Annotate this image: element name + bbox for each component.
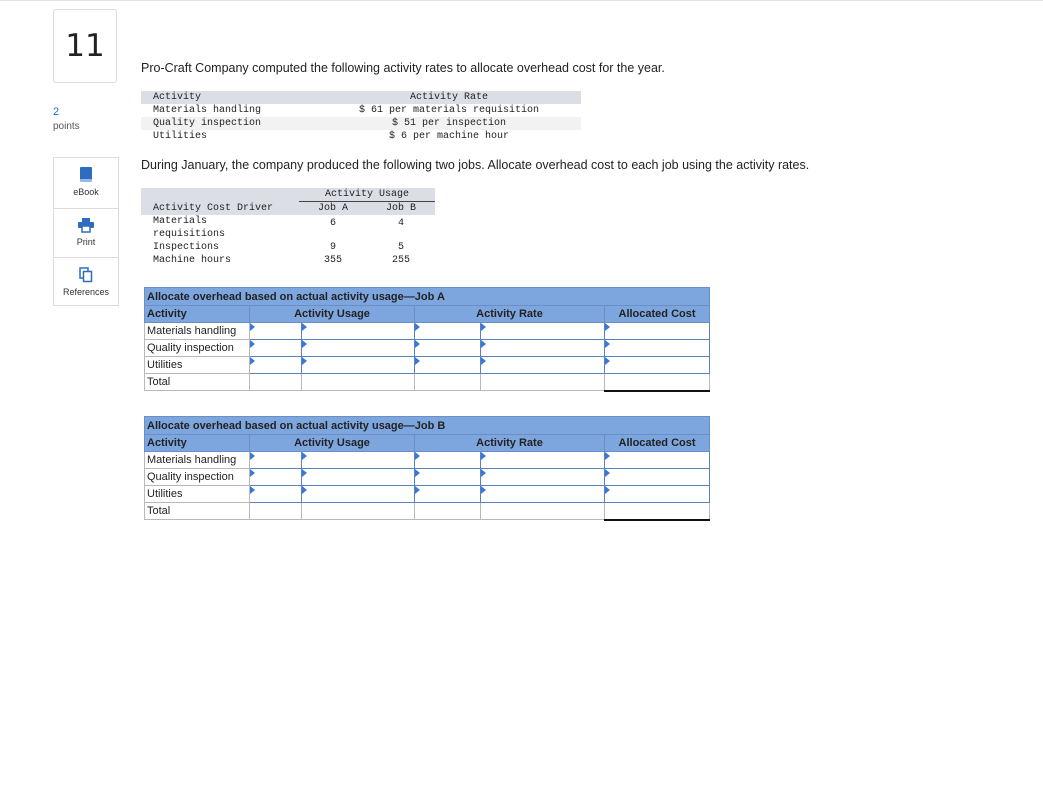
- rates-activity: Materials handling: [141, 104, 317, 117]
- job-b-row-label: Utilities: [145, 486, 250, 503]
- usage-job-b-value: 5: [397, 242, 404, 253]
- usage-driver: Materials: [153, 216, 208, 227]
- job-a-row-label: Quality inspection: [145, 340, 250, 357]
- job-a-usage-unit-input[interactable]: [302, 323, 415, 340]
- job-a-rate-input[interactable]: [415, 323, 481, 340]
- activity-usage-table: [141, 188, 435, 267]
- print-label: Print: [76, 237, 96, 247]
- job-a-usage-input[interactable]: [250, 357, 302, 374]
- job-b-allocation-table: [144, 416, 710, 521]
- job-a-total-label: Total: [145, 374, 250, 391]
- rates-rate: $ 61 per materials requisition: [317, 104, 581, 117]
- usage-job-a-value: 355: [323, 255, 342, 266]
- job-b-usage-input[interactable]: [250, 486, 302, 503]
- job-b-usage-unit-input[interactable]: [302, 452, 415, 469]
- references-button[interactable]: [54, 257, 118, 307]
- job-b-col-activity: Activity: [145, 435, 250, 452]
- job-b-row-label: Materials handling: [145, 452, 250, 469]
- job-a-col-cost: Allocated Cost: [605, 306, 710, 323]
- ebook-label: eBook: [73, 187, 99, 197]
- job-b-rate-input[interactable]: [415, 486, 481, 503]
- job-a-rate-unit-input[interactable]: [481, 357, 605, 374]
- job-a-col-activity: Activity: [145, 306, 250, 323]
- points-value: 2: [53, 106, 60, 118]
- job-a-usage-input[interactable]: [250, 323, 302, 340]
- job-a-row-label: Materials handling: [145, 323, 250, 340]
- job-a-rate-unit-input[interactable]: [481, 340, 605, 357]
- job-b-cost-input[interactable]: [605, 469, 710, 486]
- usage-driver: requisitions: [153, 229, 226, 240]
- usage-driver: Machine hours: [153, 255, 232, 266]
- ebook-button[interactable]: [54, 158, 118, 207]
- job-a-total-input[interactable]: [605, 374, 710, 391]
- book-icon: [79, 167, 93, 183]
- job-b-usage-input[interactable]: [250, 469, 302, 486]
- top-divider: [0, 0, 1043, 1]
- job-a-cost-input[interactable]: [605, 323, 710, 340]
- tools-panel: [53, 157, 119, 306]
- copy-icon: [79, 267, 93, 283]
- usage-driver: Inspections: [153, 242, 220, 253]
- references-label: References: [62, 287, 110, 297]
- usage-job-a-header: Job A: [299, 202, 367, 216]
- usage-job-a-value: 6: [329, 218, 336, 229]
- job-b-usage-unit-input[interactable]: [302, 469, 415, 486]
- job-b-total-input[interactable]: [605, 503, 710, 520]
- printer-icon: [78, 218, 94, 233]
- job-b-col-cost: Allocated Cost: [605, 435, 710, 452]
- question-number: 11: [53, 9, 117, 83]
- job-a-row-label: Utilities: [145, 357, 250, 374]
- job-a-col-usage: Activity Usage: [250, 306, 415, 323]
- usage-group-header: Activity Usage: [299, 188, 435, 202]
- job-a-rate-unit-input[interactable]: [481, 323, 605, 340]
- job-b-title: Allocate overhead based on actual activity usage—Job B: [145, 417, 710, 435]
- job-b-rate-unit-input[interactable]: [481, 452, 605, 469]
- usage-job-b-value: 4: [397, 218, 404, 229]
- points-label: points: [53, 121, 80, 132]
- job-a-rate-input[interactable]: [415, 357, 481, 374]
- rates-rate: $ 51 per inspection: [317, 117, 581, 130]
- intro-text: Pro-Craft Company computed the following activity rates to allocate overhead cost for the year.: [141, 61, 665, 75]
- print-button[interactable]: [54, 208, 118, 258]
- job-b-row-label: Quality inspection: [145, 469, 250, 486]
- rates-activity: Quality inspection: [141, 117, 317, 130]
- job-a-col-rate: Activity Rate: [415, 306, 605, 323]
- rates-header-activity: Activity: [141, 91, 317, 104]
- job-b-rate-unit-input[interactable]: [481, 486, 605, 503]
- usage-job-b-value: 255: [391, 255, 410, 266]
- job-b-rate-input[interactable]: [415, 452, 481, 469]
- job-b-cost-input[interactable]: [605, 452, 710, 469]
- job-a-allocation-table: [144, 287, 710, 392]
- job-a-cost-input[interactable]: [605, 357, 710, 374]
- activity-rates-table: [141, 91, 581, 143]
- rates-rate: $ 6 per machine hour: [317, 130, 581, 143]
- usage-driver-header: Activity Cost Driver: [141, 202, 299, 216]
- job-b-cost-input[interactable]: [605, 486, 710, 503]
- job-b-total-label: Total: [145, 503, 250, 520]
- job-a-usage-unit-input[interactable]: [302, 357, 415, 374]
- instruction-text: During January, the company produced the following two jobs. Allocate overhead cost to each job using the activity rates.: [141, 158, 810, 172]
- rates-activity: Utilities: [141, 130, 317, 143]
- rates-header-rate: Activity Rate: [317, 91, 581, 104]
- usage-job-a-value: 9: [329, 242, 336, 253]
- usage-job-b-header: Job B: [367, 202, 435, 216]
- job-b-col-rate: Activity Rate: [415, 435, 605, 452]
- job-b-col-usage: Activity Usage: [250, 435, 415, 452]
- job-a-usage-unit-input[interactable]: [302, 340, 415, 357]
- job-a-usage-input[interactable]: [250, 340, 302, 357]
- job-a-cost-input[interactable]: [605, 340, 710, 357]
- job-b-rate-unit-input[interactable]: [481, 469, 605, 486]
- job-a-title: Allocate overhead based on actual activity usage—Job A: [145, 288, 710, 306]
- job-b-usage-unit-input[interactable]: [302, 486, 415, 503]
- job-b-usage-input[interactable]: [250, 452, 302, 469]
- job-a-rate-input[interactable]: [415, 340, 481, 357]
- job-b-rate-input[interactable]: [415, 469, 481, 486]
